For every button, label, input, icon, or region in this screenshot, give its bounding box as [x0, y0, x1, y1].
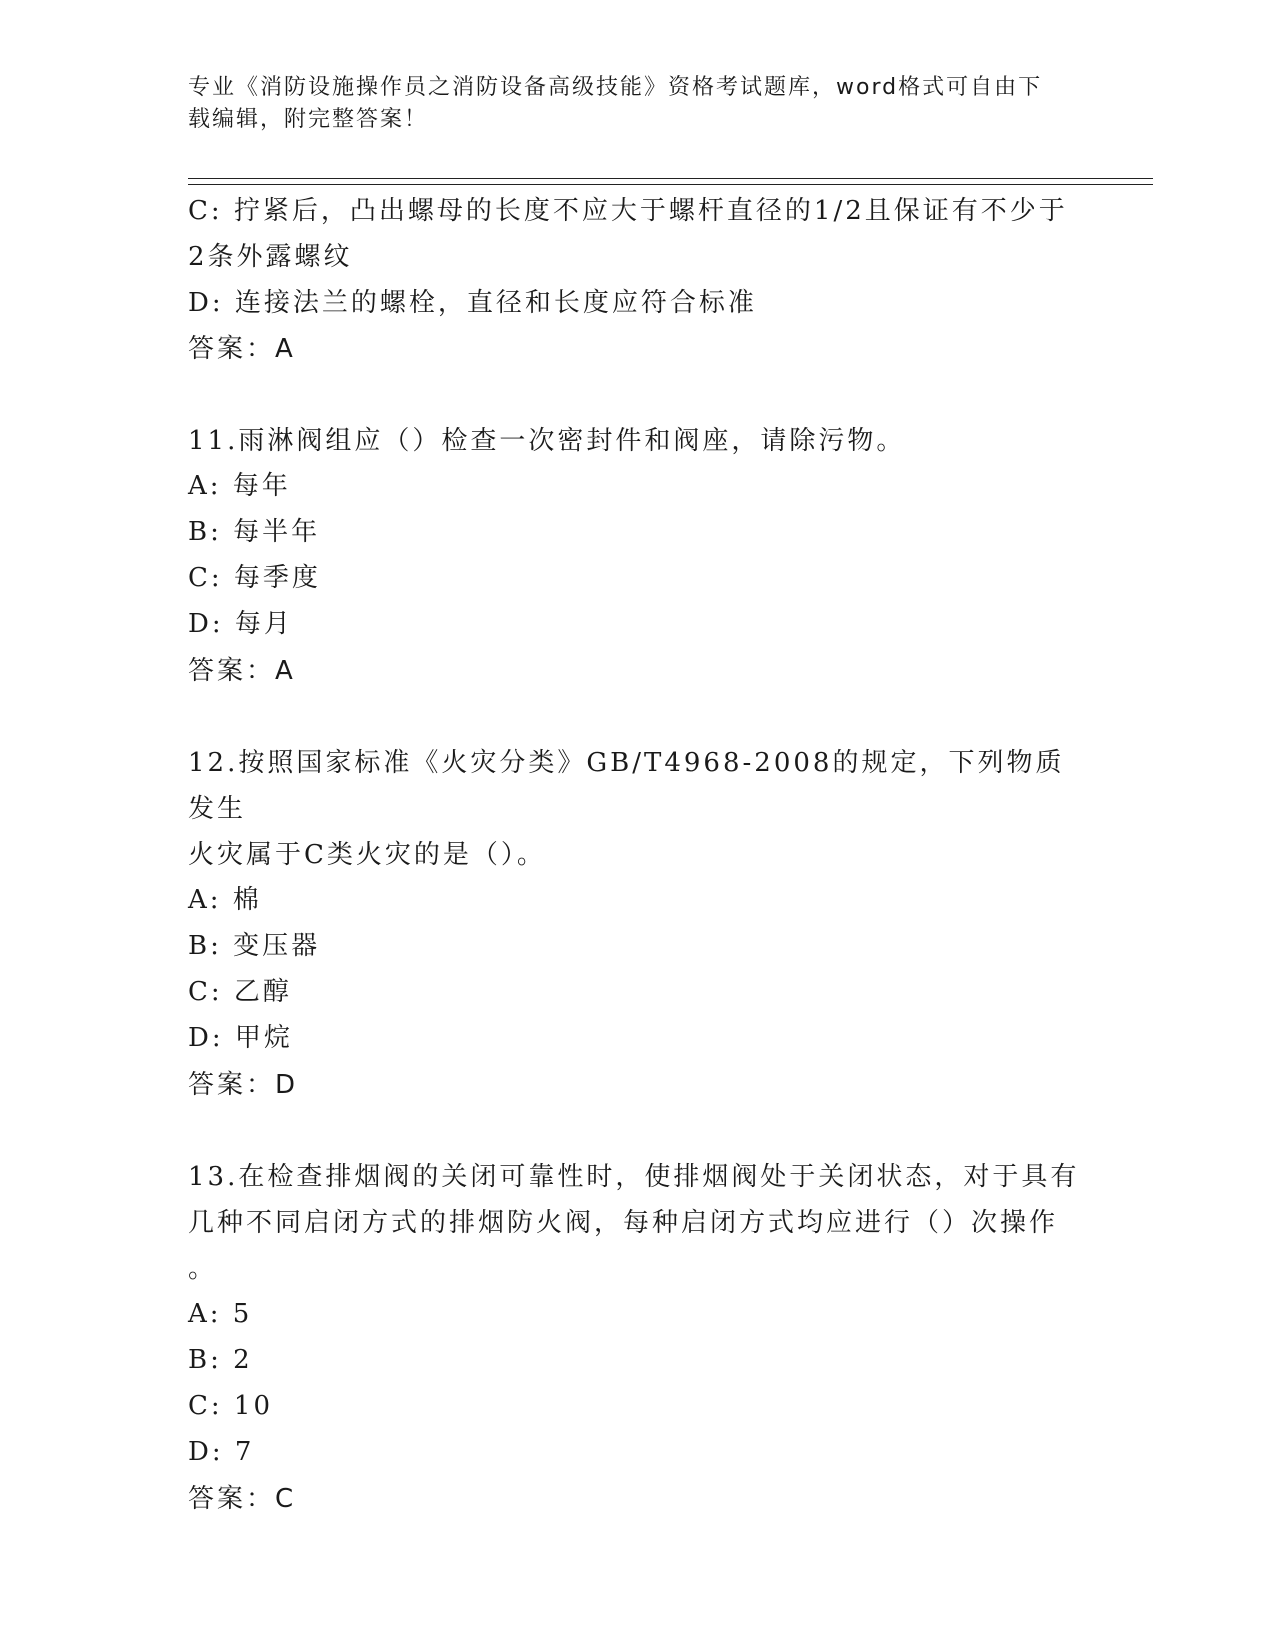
question-11 — [188, 418, 1088, 694]
header-divider-top — [188, 178, 1153, 179]
question-text: 火灾属于C类火灾的是（）。 — [188, 840, 546, 870]
option-b: B: 变压器 — [188, 931, 321, 961]
option-d: D: 每月 — [188, 609, 293, 639]
question-13 — [188, 1154, 1088, 1522]
option-text: 2条外露螺纹 — [188, 242, 353, 272]
option-text: D: 连接法兰的螺栓，直径和长度应符合标准 — [188, 288, 757, 318]
option-a: A: 每年 — [188, 471, 291, 501]
option-b: B: 2 — [188, 1345, 253, 1375]
option-c: C: 10 — [188, 1391, 274, 1421]
option-d: D: 7 — [188, 1437, 255, 1467]
answer-line: 答案：D — [188, 1070, 299, 1100]
option-c: C: 乙醇 — [188, 977, 292, 1007]
answer-line: 答案：A — [188, 334, 296, 364]
question-text: 12.按照国家标准《火灾分类》GB/T4968-2008的规定，下列物质发生 — [188, 748, 1065, 824]
question-text: 13.在检查排烟阀的关闭可靠性时，使排烟阀处于关闭状态，对于具有 — [188, 1162, 1080, 1192]
question-text: 。 — [188, 1254, 218, 1284]
option-c: C: 每季度 — [188, 563, 321, 593]
question-text: 几种不同启闭方式的排烟防火阀，每种启闭方式均应进行（）次操作 — [188, 1208, 1059, 1238]
continued-question — [188, 188, 1088, 372]
question-12 — [188, 740, 1088, 1108]
header-line-1: 专业《消防设施操作员之消防设备高级技能》资格考试题库，word格式可自由下 — [188, 75, 1043, 100]
document-header — [188, 72, 1068, 136]
answer-line: 答案：C — [188, 1484, 297, 1514]
option-a: A: 5 — [188, 1299, 253, 1329]
option-text: C: 拧紧后，凸出螺母的长度不应大于螺杆直径的1/2且保证有不少于 — [188, 196, 1068, 226]
answer-line: 答案：A — [188, 656, 296, 686]
question-list — [188, 188, 1088, 1522]
header-divider-bottom — [188, 184, 1153, 185]
option-d: D: 甲烷 — [188, 1023, 293, 1053]
question-text: 11.雨淋阀组应（）检查一次密封件和阀座，请除污物。 — [188, 426, 906, 456]
option-a: A: 棉 — [188, 885, 262, 915]
header-line-2: 载编辑，附完整答案！ — [188, 107, 429, 132]
option-b: B: 每半年 — [188, 517, 321, 547]
